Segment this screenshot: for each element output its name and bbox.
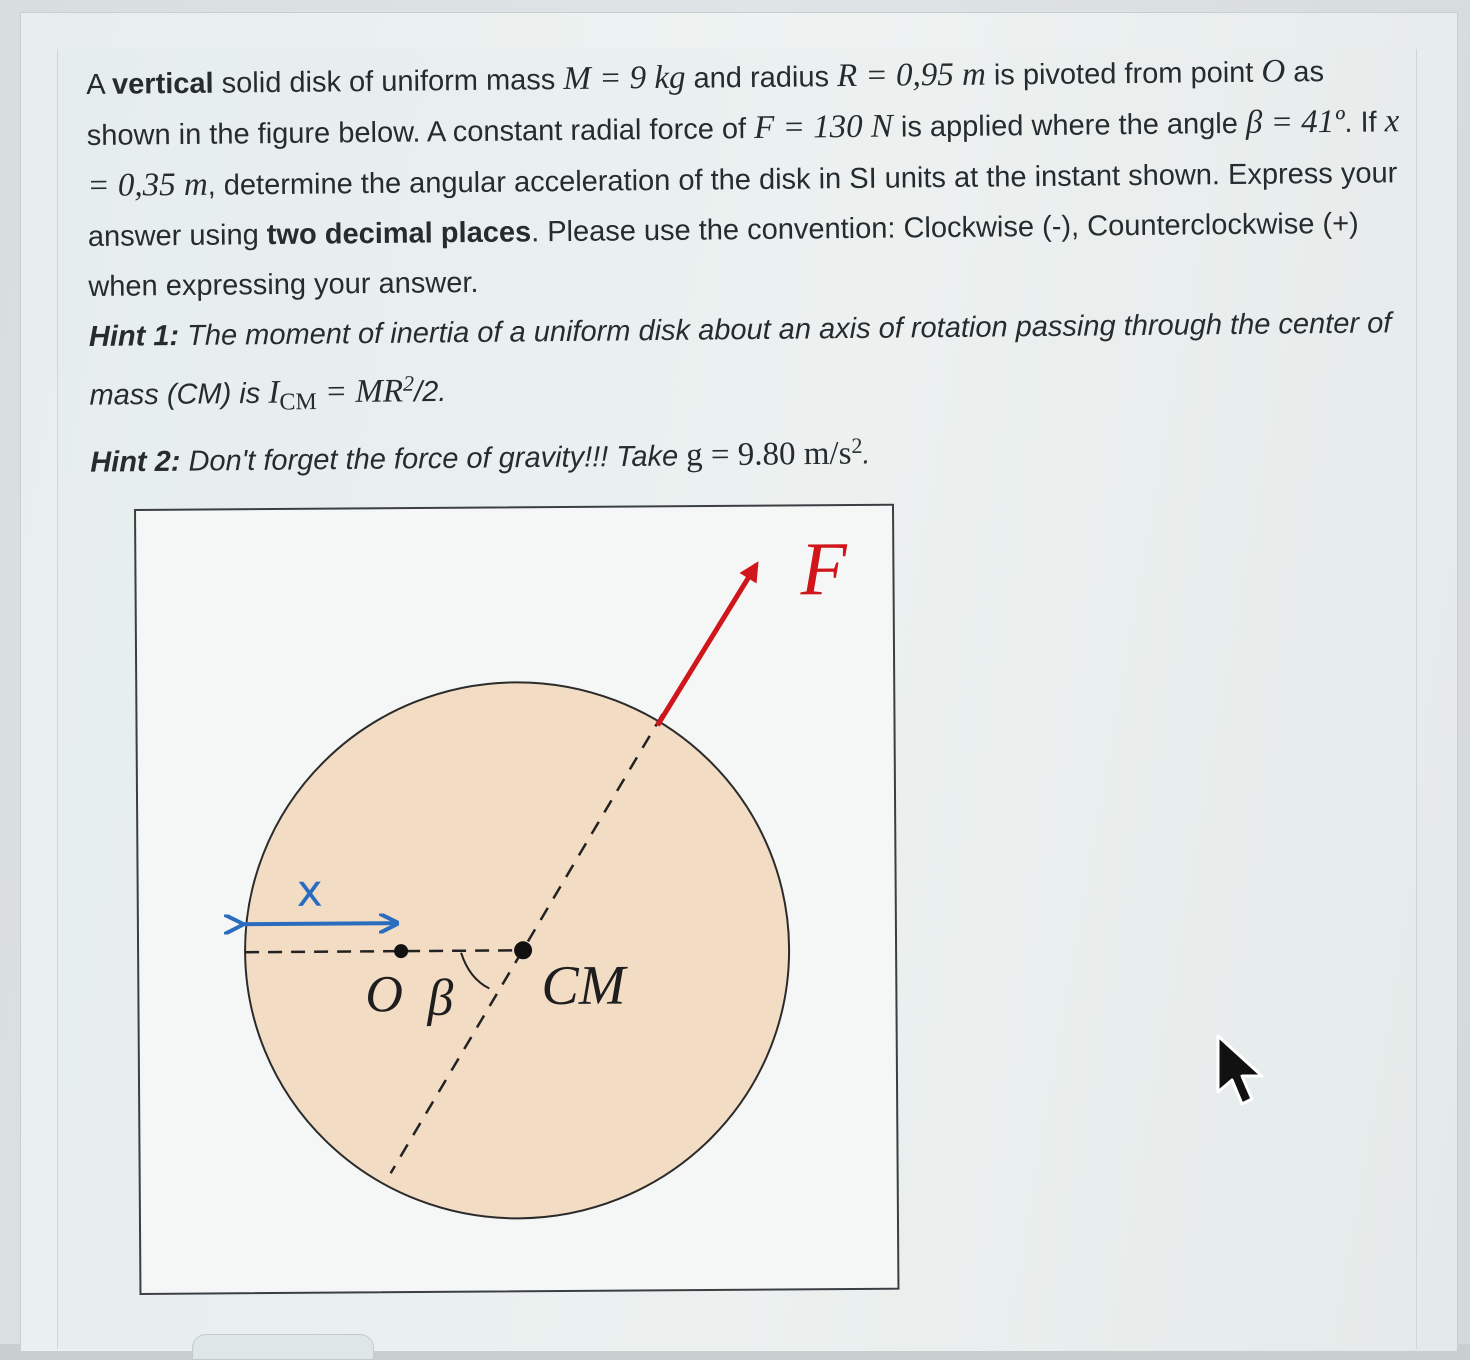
question-content: [57, 49, 1417, 1349]
radius-value: R = 0,95 m: [836, 56, 986, 95]
hint-1: Hint 1: The moment of inertia of a uniform disk about an axis of rotation passing through the center of mass (CM) is $I_{CM} = MR^2/2$.: [88, 307, 1392, 416]
angle-value: β = 41º: [1245, 103, 1345, 141]
angle-label: β: [427, 969, 454, 1027]
question-panel: [20, 12, 1458, 1352]
pivot-label: O: [365, 966, 404, 1024]
disk-diagram: [136, 506, 897, 1293]
force-label: F: [800, 527, 848, 612]
disk-figure: [134, 504, 899, 1295]
hint-2: Hint 2: Don't forget the force of gravity!!! Take g = 9.80 $m/s^2$.: [90, 433, 871, 480]
x-dimension-arrow: [242, 923, 397, 924]
pivot-point-dot: [394, 944, 408, 958]
cm-label: CM: [541, 954, 626, 1018]
pivot-point: O: [1261, 53, 1286, 90]
x-label: x: [296, 865, 323, 917]
force-arrow: [656, 565, 757, 726]
problem-statement: A vertical solid disk of uniform mass M = 9 kg and radius R = 0,95 m is pivoted from point O as shown in the figure below. A constant radial force of F = 130 N is applied where the angle β = 41º. If x = 0,35 m, determine the angular acceleration of the disk in SI units at the instant shown. Express your answer using two decimal places. Please use the convention: Clockwise (-), Counterclockwise (+) when expressing your answer.: [86, 53, 1400, 303]
question-text: [86, 45, 1410, 488]
bottom-button[interactable]: [192, 1334, 374, 1360]
force-value: F = 130 N: [753, 108, 894, 147]
cm-point-dot: [514, 941, 532, 959]
mass-value: M = 9 kg: [563, 59, 686, 98]
mouse-cursor-icon: [1212, 1032, 1272, 1112]
x-value: x = 0,35 m: [87, 103, 1400, 204]
gravity-value: g = 9.80 m/s: [686, 436, 852, 474]
